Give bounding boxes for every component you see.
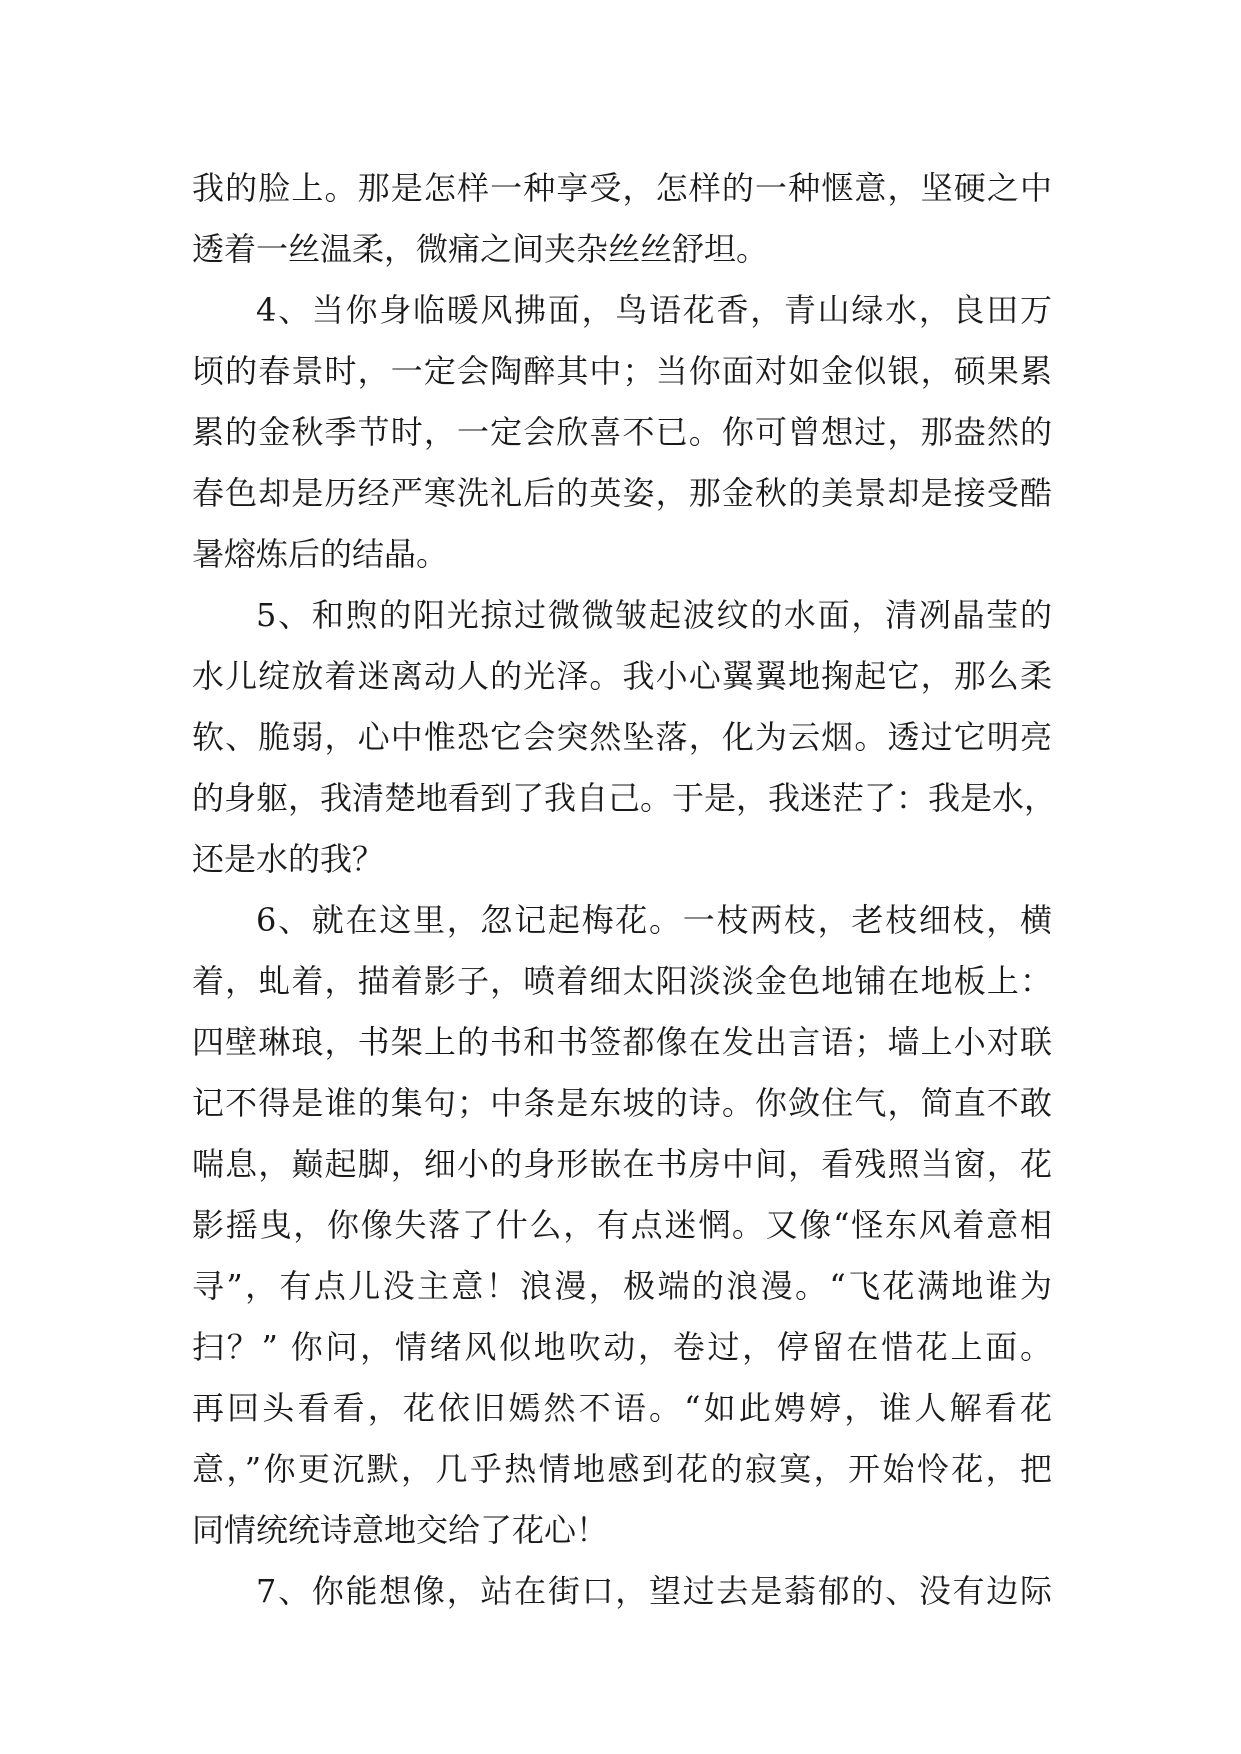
text-line: 水儿绽放着迷离动人的光泽。我小心翼翼地掬起它，那么柔 [192,657,1052,695]
text-line: 四壁琳琅，书架上的书和书签都像在发出言语；墙上小对联 [192,1023,1052,1061]
paragraph-start-line: 5、和煦的阳光掠过微微皱起波纹的水面，清冽晶莹的 [256,596,1052,634]
text-line: 记不得是谁的集句；中条是东坡的诗。你敛住气，简直不敢 [192,1084,1052,1122]
text-line: 我的脸上。那是怎样一种享受，怎样的一种惬意，坚硬之中 [192,169,1052,207]
text-line: 还是水的我？ [192,840,385,878]
paragraph-start-line: 6、就在这里，忽记起梅花。一枝两枝，老枝细枝，横 [256,901,1052,939]
text-line: 暑熔炼后的结晶。 [192,535,449,573]
text-line: 扫？” 你问，情绪风似地吹动，卷过，停留在惜花上面。 [192,1328,1052,1366]
text-line: 喘息，巅起脚，细小的身形嵌在书房中间，看残照当窗，花 [192,1145,1052,1183]
text-line: 寻”，有点儿没主意！浪漫，极端的浪漫。“飞花满地谁为 [192,1267,1052,1305]
text-line: 软、脆弱，心中惟恐它会突然坠落，化为云烟。透过它明亮 [192,718,1052,756]
paragraph-start-line: 4、当你身临暖风拂面，鸟语花香，青山绿水，良田万 [256,291,1052,329]
text-line: 累的金秋季节时，一定会欣喜不已。你可曾想过，那盎然的 [192,413,1052,451]
body-text [192,158,1057,1622]
text-line: 春色却是历经严寒洗礼后的英姿，那金秋的美景却是接受酷 [192,474,1052,512]
text-line: 意，”你更沉默，几乎热情地感到花的寂寞，开始怜花，把 [192,1450,1052,1488]
text-line: 的身躯，我清楚地看到了我自己。于是，我迷茫了：我是水， [192,779,1057,817]
paragraph-start-line: 7、你能想像，站在街口，望过去是蓊郁的、没有边际 [256,1572,1052,1610]
text-line: 顷的春景时，一定会陶醉其中；当你面对如金似银，硕果累 [192,352,1052,390]
text-line: 同情统统诗意地交给了花心！ [192,1511,609,1549]
text-line: 着，虬着，描着影子，喷着细太阳淡淡金色地铺在地板上： [192,962,1052,1000]
text-line: 透着一丝温柔，微痛之间夹杂丝丝舒坦。 [192,230,769,268]
text-line: 影摇曳，你像失落了什么，有点迷惘。又像“怪东风着意相 [192,1206,1052,1244]
text-line: 再回头看看，花依旧嫣然不语。“如此娉婷，谁人解看花 [192,1389,1052,1427]
